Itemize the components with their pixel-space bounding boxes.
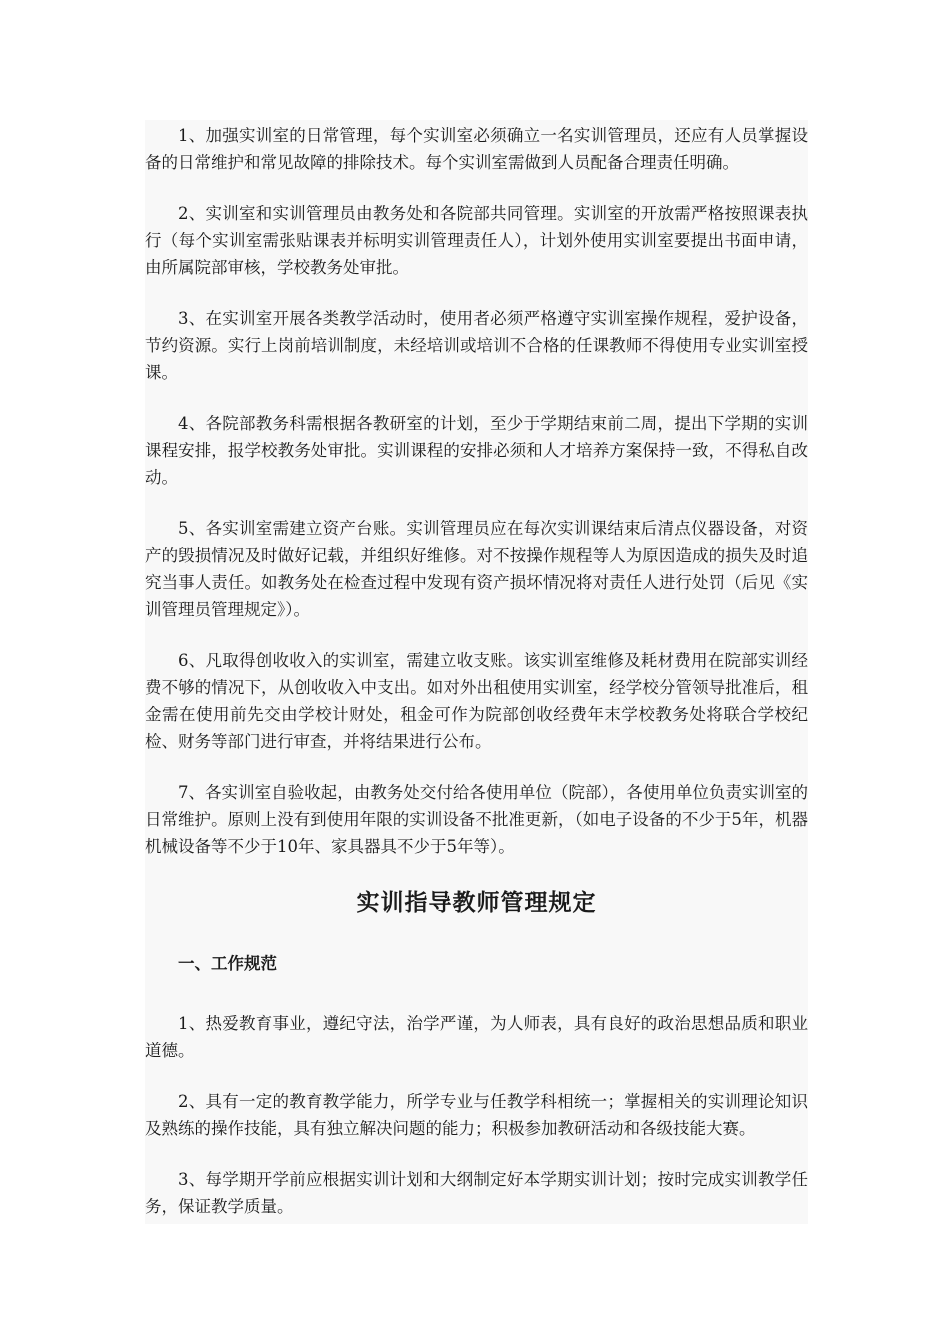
document-page <box>145 120 808 1224</box>
document-title: 实训指导教师管理规定 <box>356 890 597 916</box>
paragraph-7: 7、各实训室自验收起，由教务处交付给各使用单位（院部），各使用单位负责实训室的日常维护。原则上没有到使用年限的实训设备不批准更新，（如电子设备的不少于5年，机器机械设备等不少于10年、家具器具不少于5年等）。 <box>145 783 808 856</box>
standard-paragraph-2: 2、具有一定的教育教学能力，所学专业与任教学科相统一；掌握相关的实训理论知识及熟练的操作技能，具有独立解决问题的能力；积极参加教研活动和各级技能大赛。 <box>145 1092 808 1138</box>
section-heading: 一、工作规范 <box>178 954 277 973</box>
rules-section <box>145 120 808 870</box>
paragraph-3: 3、在实训室开展各类教学活动时，使用者必须严格遵守实训室操作规程，爱护设备，节约资源。实行上岗前培训制度，未经培训或培训不合格的任课教师不得使用专业实训室授课。 <box>145 309 808 382</box>
paragraph-5: 5、各实训室需建立资产台账。实训管理员应在每次实训课结束后清点仪器设备，对资产的毁损情况及时做好记载，并组织好维修。对不按操作规程等人为原因造成的损失及时追究当事人责任。如教务处在检查过程中发现有资产损坏情况将对责任人进行处罚（后见《实训管理员管理规定》）。 <box>145 519 808 619</box>
work-standards-section <box>145 982 808 1220</box>
standard-paragraph-1: 1、热爱教育事业，遵纪守法，治学严谨，为人师表，具有良好的政治思想品质和职业道德。 <box>145 1014 808 1060</box>
paragraph-4: 4、各院部教务科需根据各教研室的计划，至少于学期结束前二周，提出下学期的实训课程安排，报学校教务处审批。实训课程的安排必须和人才培养方案保持一致，不得私自改动。 <box>145 414 808 487</box>
paragraph-2: 2、实训室和实训管理员由教务处和各院部共同管理。实训室的开放需严格按照课表执行（每个实训室需张贴课表并标明实训管理责任人），计划外使用实训室要提出书面申请，由所属院部审核，学校教务处审批。 <box>145 204 808 277</box>
paragraph-6: 6、凡取得创收收入的实训室，需建立收支账。该实训室维修及耗材费用在院部实训经费不够的情况下，从创收收入中支出。如对外出租使用实训室，经学校分管领导批准后，租金需在使用前先交由学校计财处，租金可作为院部创收经费年末学校教务处将联合学校纪检、财务等部门进行审查，并将结果进行公布。 <box>145 651 808 751</box>
standard-paragraph-3: 3、每学期开学前应根据实训计划和大纲制定好本学期实训计划；按时完成实训教学任务，保证教学质量。 <box>145 1170 808 1216</box>
paragraph-1: 1、加强实训室的日常管理，每个实训室必须确立一名实训管理员，还应有人员掌握设备的日常维护和常见故障的排除技术。每个实训室需做到人员配备合理责任明确。 <box>145 126 808 172</box>
